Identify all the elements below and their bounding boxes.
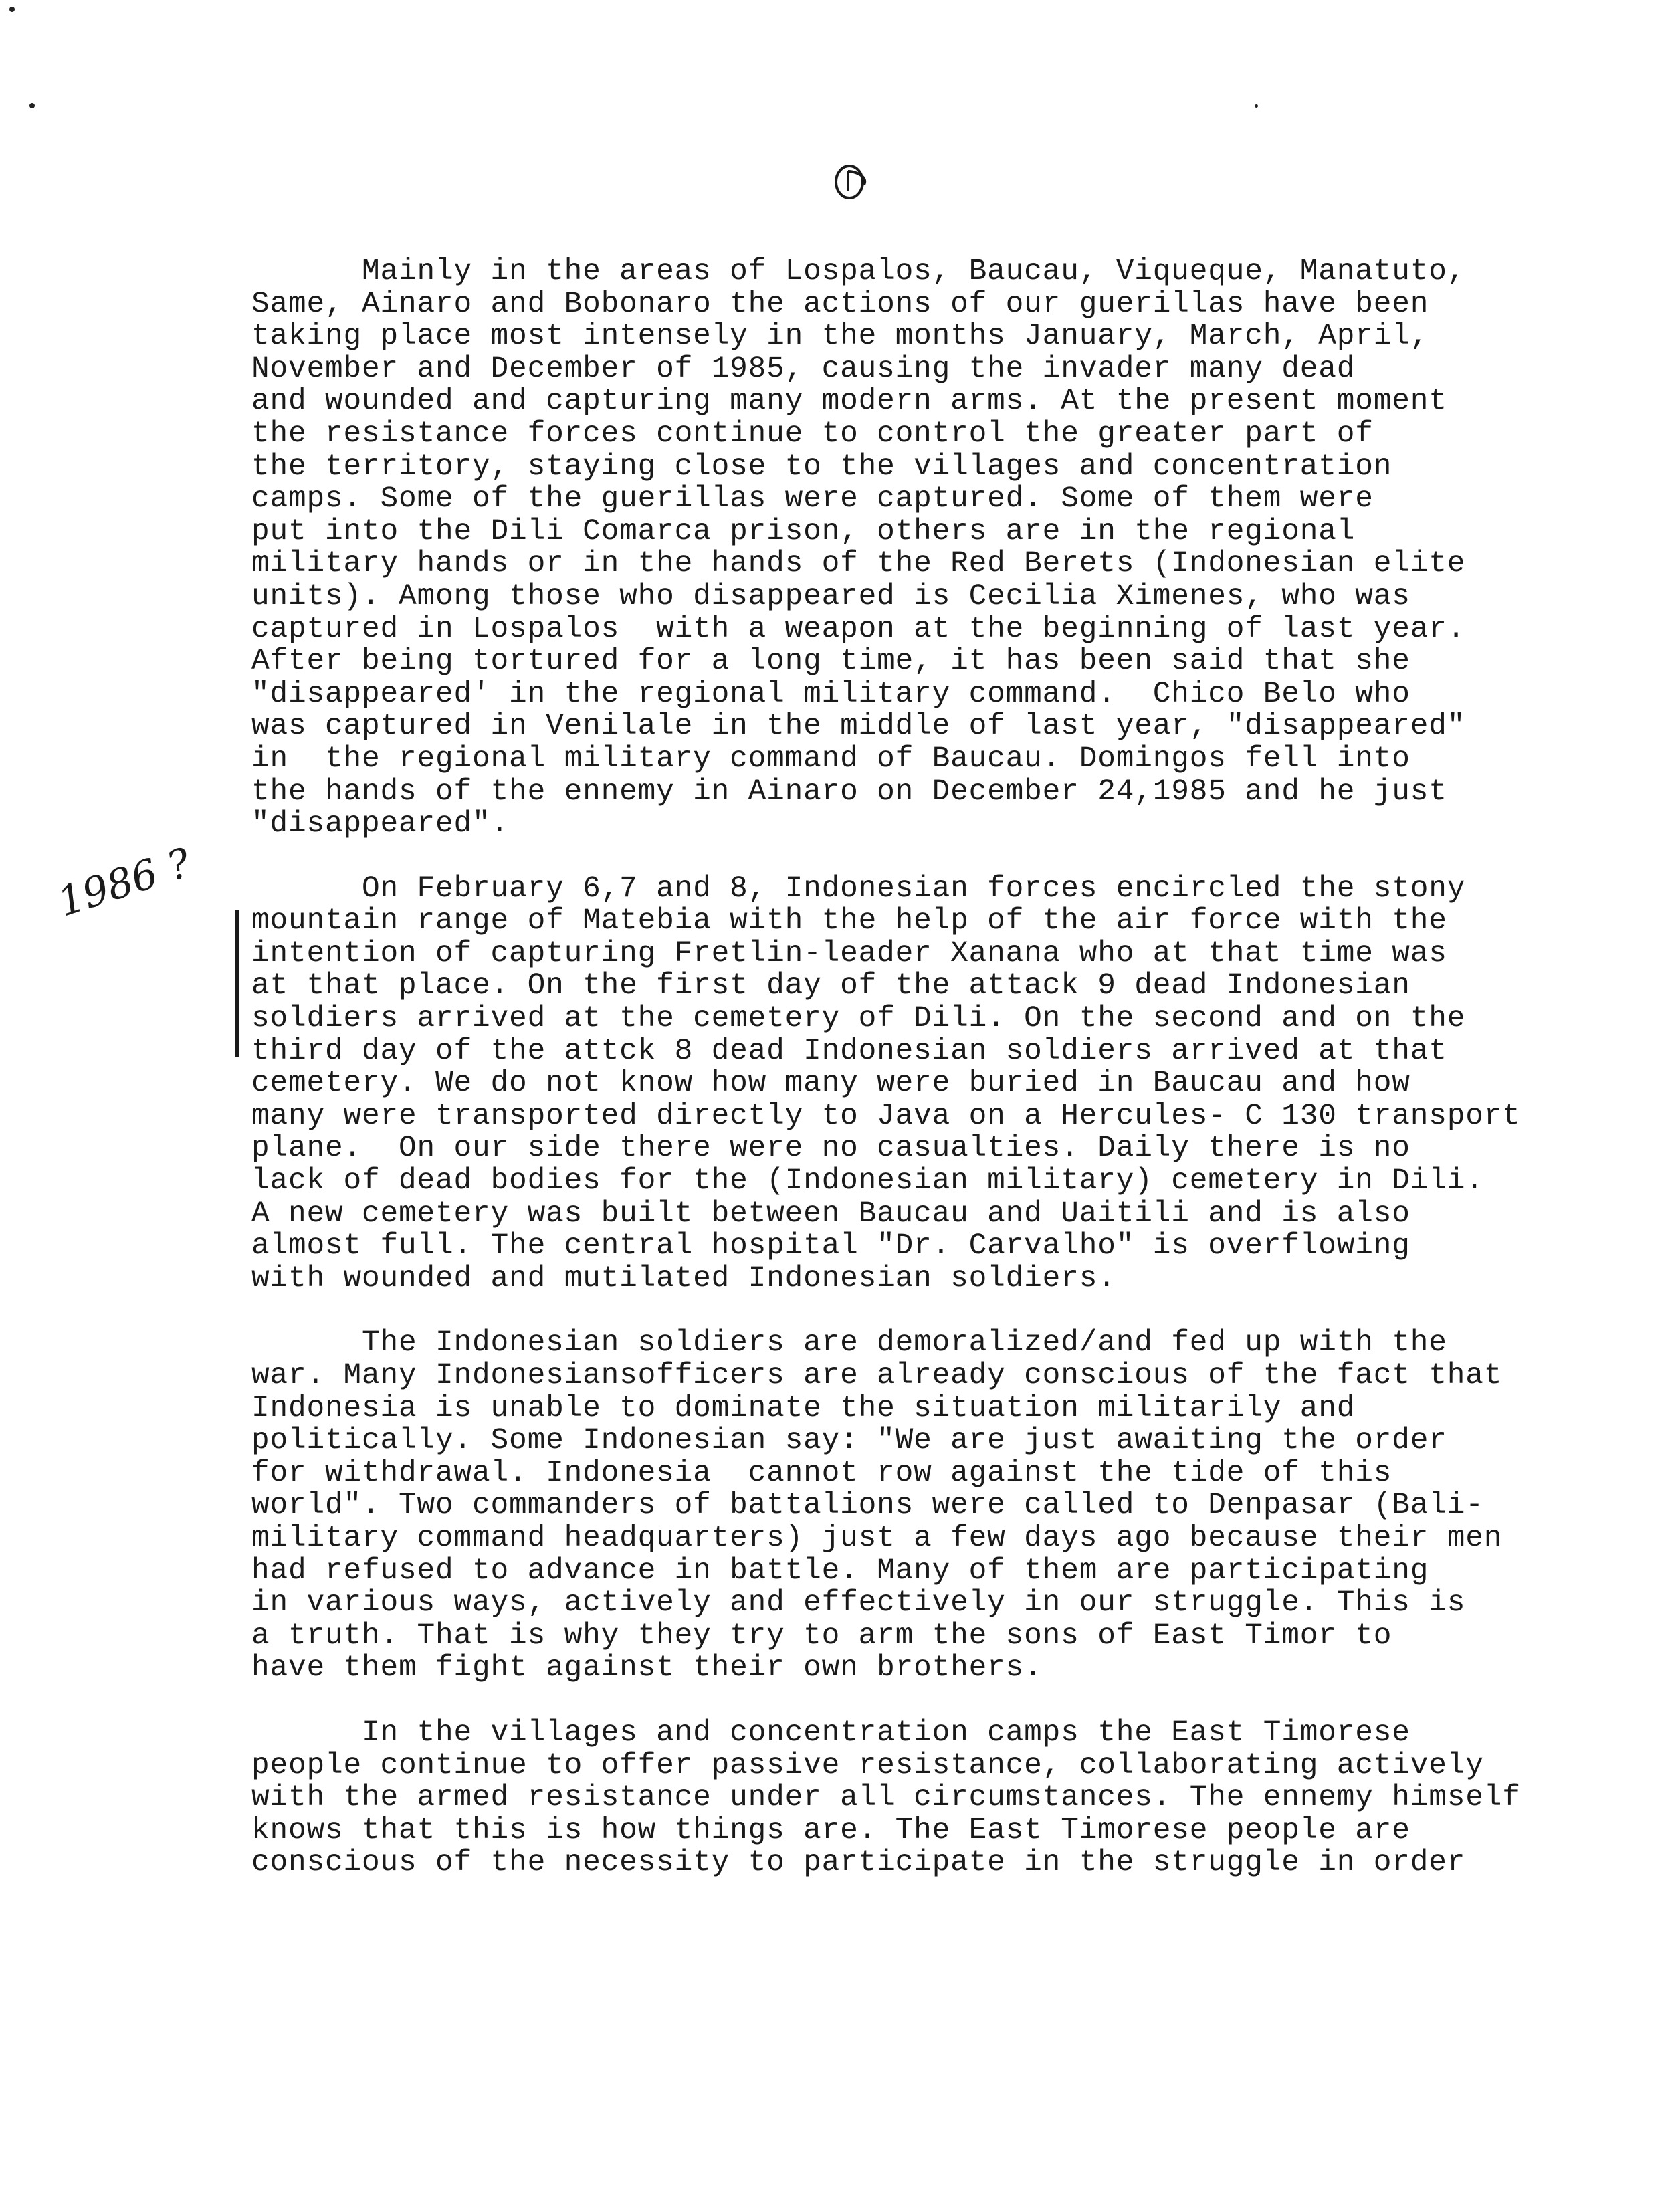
scan-speck bbox=[1255, 104, 1258, 108]
text-line: On February 6,7 and 8, Indonesian forces encircled the stony bbox=[251, 871, 1466, 906]
text-line: with the armed resistance under all circumstances. The ennemy himself bbox=[251, 1781, 1521, 1815]
text-line: The Indonesian soldiers are demoralized/and fed up with the bbox=[251, 1326, 1447, 1360]
text-line: with wounded and mutilated Indonesian soldiers. bbox=[251, 1261, 1116, 1295]
text-line: intention of capturing Fretlin-leader Xanana who at that time was bbox=[251, 936, 1447, 970]
text-line: third day of the attck 8 dead Indonesian soldiers arrived at that bbox=[251, 1034, 1447, 1068]
text-line: had refused to advance in battle. Many of them are participating bbox=[251, 1554, 1429, 1588]
text-line: Mainly in the areas of Lospalos, Baucau, Viqueque, Manatuto, bbox=[251, 255, 1466, 288]
text-line: "disappeared". bbox=[251, 807, 510, 841]
text-line: November and December of 1985, causing the invader many dead bbox=[251, 352, 1356, 386]
text-line: in various ways, actively and effectively in our struggle. This is bbox=[251, 1586, 1466, 1621]
text-line: Indonesia is unable to dominate the situation militarily and bbox=[251, 1391, 1356, 1425]
text-line: the resistance forces continue to control the greater part of bbox=[251, 417, 1374, 451]
text-line: "disappeared' in the regional military command. Chico Belo who bbox=[251, 677, 1410, 711]
text-line: conscious of the necessity to participate in the struggle in order bbox=[251, 1846, 1466, 1880]
text-line: camps. Some of the guerillas were captured. Some of them were bbox=[251, 482, 1374, 516]
text-line: military command headquarters) just a few days ago because their men bbox=[251, 1521, 1503, 1555]
text-line: world". Two commanders of battalions were called to Denpasar (Bali- bbox=[251, 1489, 1484, 1523]
text-line: taking place most intensely in the months January, March, April, bbox=[251, 320, 1429, 354]
text-line: captured in Lospalos with a weapon at the beginning of last year. bbox=[251, 612, 1466, 646]
text-line: cemetery. We do not know how many were buried in Baucau and how bbox=[251, 1067, 1410, 1101]
scan-speck bbox=[29, 103, 35, 108]
paragraph-3 bbox=[251, 1327, 1643, 1685]
text-line: war. Many Indonesiansofficers are already conscious of the fact that bbox=[251, 1359, 1503, 1392]
paragraph-1 bbox=[251, 255, 1643, 841]
text-line: put into the Dili Comarca prison, others are in the regional bbox=[251, 514, 1356, 548]
text-line: almost full. The central hospital "Dr. Carvalho" is overflowing bbox=[251, 1229, 1410, 1263]
text-line: and wounded and capturing many modern arms. At the present moment bbox=[251, 385, 1447, 419]
text-line: Same, Ainaro and Bobonaro the actions of our guerillas have been bbox=[251, 287, 1429, 321]
page-number-mark bbox=[833, 157, 871, 203]
text-line: military hands or in the hands of the Red Berets (Indonesian elite bbox=[251, 547, 1466, 581]
text-line: plane. On our side there were no casualties. Daily there is no bbox=[251, 1132, 1410, 1166]
text-line: knows that this is how things are. The East Timorese people are bbox=[251, 1813, 1410, 1847]
text-line: A new cemetery was built between Baucau and Uaitili and is also bbox=[251, 1196, 1410, 1231]
text-line: at that place. On the first day of the attack 9 dead Indonesian bbox=[251, 969, 1410, 1003]
document-body bbox=[251, 255, 1643, 1911]
text-line: many were transported directly to Java on a Hercules- C 130 transport bbox=[251, 1099, 1521, 1133]
text-line: a truth. That is why they try to arm the sons of East Timor to bbox=[251, 1619, 1392, 1653]
text-line: mountain range of Matebia with the help of the air force with the bbox=[251, 904, 1447, 938]
text-line: After being tortured for a long time, it has been said that she bbox=[251, 645, 1410, 679]
text-line: people continue to offer passive resistance, collaborating actively bbox=[251, 1748, 1484, 1782]
text-line: soldiers arrived at the cemetery of Dili. On the second and on the bbox=[251, 1002, 1466, 1036]
paragraph-4 bbox=[251, 1717, 1643, 1879]
scan-speck bbox=[9, 7, 15, 12]
handwritten-margin-note: 1986 ? bbox=[52, 839, 197, 926]
text-line: In the villages and concentration camps the East Timorese bbox=[251, 1715, 1410, 1750]
paragraph-2 bbox=[251, 873, 1643, 1295]
text-line: the hands of the ennemy in Ainaro on December 24,1985 and he just bbox=[251, 774, 1447, 809]
text-line: politically. Some Indonesian say: "We are just awaiting the order bbox=[251, 1424, 1447, 1458]
text-line: was captured in Venilale in the middle of last year, "disappeared" bbox=[251, 710, 1466, 744]
text-line: for withdrawal. Indonesia cannot row against the tide of this bbox=[251, 1456, 1392, 1490]
text-line: units). Among those who disappeared is Cecilia Ximenes, who was bbox=[251, 579, 1410, 613]
text-line: the territory, staying close to the villages and concentration bbox=[251, 449, 1392, 484]
text-line: lack of dead bodies for the (Indonesian military) cemetery in Dili. bbox=[251, 1164, 1484, 1199]
text-line: have them fight against their own brothers. bbox=[251, 1651, 1043, 1685]
margin-bracket bbox=[235, 910, 244, 1057]
text-line: in the regional military command of Baucau. Domingos fell into bbox=[251, 742, 1410, 776]
